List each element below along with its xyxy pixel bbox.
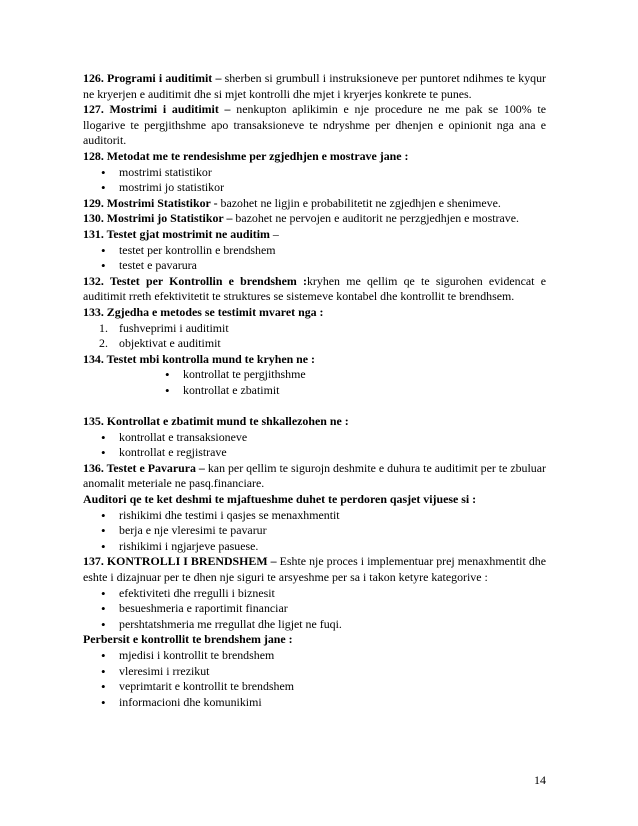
list-item: • mostrimi jo statistikor [83,180,546,196]
section-heading: 132. Testet per Kontrollin e brendshem : [83,273,307,288]
section-heading: 131. Testet gjat mostrimit ne auditim [83,226,273,241]
list-item: • kontrollat e regjistrave [83,445,546,461]
list-item: • mjedisi i kontrollit te brendshem [83,648,546,664]
section-130 [83,211,546,227]
section-134-heading: 134. Testet mbi kontrolla mund te kryhen ne : [83,351,315,366]
list-item [83,336,546,352]
section-text: Eshte nje proces i implementuar prej menaxhmentit dhe eshte i dizajnuar per te dhen nje siguri te arsyeshme per sa i takon ketyre kategorive : [83,554,546,584]
page-number: 14 [534,773,546,787]
list-item [83,321,546,337]
section-heading: 126. Programi i auditimit – [83,71,225,85]
section-129 [83,196,546,212]
document-page [83,71,546,710]
section-134-list [83,367,546,398]
perbersit-heading: Perbersit e kontrollit te brendshem jane : [83,632,293,647]
section-133-list [83,321,546,352]
section-135-list [83,430,546,461]
section-text: nenkupton aplikimin e nje procedure ne me pak se 100% te llogarive te pergjithshme apo transaksioneve te ndryshme per dhenjen e opinionit nga ana e auditorit. [83,102,546,148]
section-135-heading: 135. Kontrollat e zbatimit mund te shkallezohen ne : [83,414,349,429]
section-131-list [83,243,546,274]
section-heading: 129. Mostrimi Statistikor - [83,195,221,210]
section-137-list [83,586,546,633]
list-item: • berja e nje vleresimi te pavarur [83,523,546,539]
section-126 [83,71,546,102]
section-132 [83,274,546,305]
list-item: • kontrollat e transaksioneve [83,430,546,446]
list-text: fushveprimi i auditimit [119,320,229,335]
section-136 [83,461,546,492]
list-item: • pershtatshmeria me rregullat dhe ligjet ne fuqi. [83,617,546,633]
section-text: sherben si grumbull i instruksioneve per puntoret ndihmes te kyqur ne kryerjen e auditimit dhe si mjet kontrolli dhe mjet i kryerjes konkrete te punes. [83,71,546,101]
section-heading: 130. Mostrimi jo Statistikor – [83,211,236,226]
list-item: • vleresimi i rrezikut [83,664,546,680]
list-text: objektivat e auditimit [119,336,221,351]
section-128-heading: 128. Metodat me te rendesishme per zgjedhjen e mostrave jane : [83,148,409,163]
list-item: • kontrollat te pergjithshme [83,367,546,383]
section-131 [83,227,546,243]
list-item: • veprimtarit e kontrollit te brendshem [83,679,546,695]
section-128-list [83,165,546,196]
list-item: • kontrollat e zbatimit [83,383,546,399]
section-133-heading: 133. Zgjedha e metodes se testimit mvaret nga : [83,304,324,319]
perbersit-list [83,648,546,710]
spacer [83,398,546,414]
section-dash: – [272,226,279,241]
list-item: • testet per kontrollin e brendshem [83,243,546,259]
auditori-heading: Auditori qe te ket deshmi te mjaftueshme duhet te perdoren qasjet vijuese si : [83,492,477,507]
section-text: bazohet ne ligjin e probabilitetit ne zgjedhjen e shenimeve. [220,195,501,210]
list-item: • rishikimi i ngjarjeve pasuese. [83,539,546,555]
list-number: 1. [99,320,108,335]
list-item: • informacioni dhe komunikimi [83,695,546,711]
list-item: • testet e pavarura [83,258,546,274]
section-heading: 127. Mostrimi i auditimit – [83,102,237,117]
list-item: • besueshmeria e raportimit financiar [83,601,546,617]
list-item: • mostrimi statistikor [83,165,546,181]
section-heading: 136. Testet e Pavarura – [83,460,208,475]
list-item: • efektiviteti dhe rregulli i biznesit [83,586,546,602]
auditori-list [83,508,546,555]
list-number: 2. [99,336,108,351]
section-text: bazohet ne pervojen e auditorit ne perzgjedhjen e mostrave. [235,211,519,226]
section-127 [83,102,546,149]
list-item: • rishikimi dhe testimi i qasjes se menaxhmentit [83,508,546,524]
section-text: kryhen me qellim qe te sigurohen evidencat e auditimit rreth efektivitetit te struktures se sistemeve kontabel dhe kontrollit te brendhsem. [83,273,546,304]
section-text: kan per qellim te sigurojn deshmite e duhura te auditimit per te zbuluar anomalit meteriale ne pasq.financiare. [83,460,546,491]
section-heading: 137. KONTROLLI I BRENDSHEM – [83,554,280,569]
section-137 [83,554,546,585]
